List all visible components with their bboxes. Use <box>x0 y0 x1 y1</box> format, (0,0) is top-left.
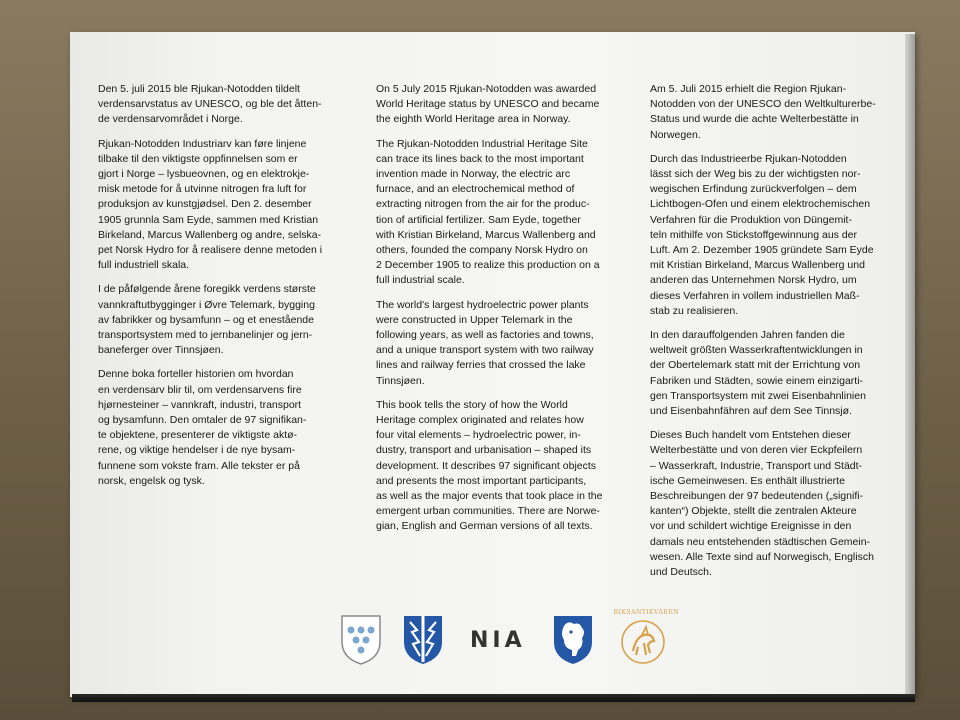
english-paragraph-4: This book tells the story of how the World Heritage complex originated and relates how four vital elements – hydroelectric power, in- dustry, transport and urbanisation – shaped its development. It describes 97 significant objects and presents the most important participants, as well as the major events that took place in the emergent urban communities. There are Norwe- gian, English and German versions of all texts. <box>376 398 603 533</box>
german-paragraph-3: In den darauffolgenden Jahren fanden die weltweit größten Wasserkraftentwicklungen in der Obertelemark statt mit der Errichtung von Fabriken und Städten, sowie einem einzigarti- gen Transportsystem mit zwei Eisenbahnlinien und Eisenbahnfähren auf dem See Tinnsjø. <box>650 329 866 418</box>
telemark-coat-of-arms-icon <box>552 614 594 666</box>
riksantikvaren-wordmark: RIKSANTIKVAREN <box>613 609 679 616</box>
norwegian-paragraph-1: Den 5. juli 2015 ble Rjukan-Notodden tildelt verdensarvstatus av UNESCO, og ble det åtten- de verdensarvområdet i Norge. <box>98 83 322 126</box>
book-spine-edge <box>905 34 915 694</box>
norwegian-paragraph-4: Denne boka forteller historien om hvordan en verdensarv blir til, om verdensarvens fire hjørnesteiner – vannkraft, industri, transport og bysamfunn. Den omtaler de 97 signifikan- te objektene, presenterer de viktigste aktø- rene, og viktige hendelser i de nye bysam- funnene som vokste fram. Alle tekster er på norsk, engelsk og tysk. <box>98 368 307 487</box>
english-text-column <box>376 82 626 544</box>
english-paragraph-1: On 5 July 2015 Rjukan-Notodden was awarded World Heritage status by UNESCO and became the eighth World Heritage area in Norway. <box>376 83 600 126</box>
norwegian-paragraph-3: I de påfølgende årene foregikk verdens største vannkraftutbygginger i Øvre Telemark, bygging av fabrikker og bysamfunn – og et enestående transportsystem med to jernbanelinjer og jern- baneferger over Tinnsjøen. <box>98 283 316 357</box>
german-paragraph-1: Am 5. Juli 2015 erhielt die Region Rjukan- Notodden von der UNESCO den Weltkulturerbe- Status und wurde die achte Welterbestätte in Norwegen. <box>650 83 876 141</box>
german-text-column <box>650 82 900 589</box>
sponsor-logos <box>340 609 679 670</box>
german-paragraph-4: Dieses Buch handelt vom Entstehen dieser Welterbestätte und von deren vier Eckpfeilern – Wasserkraft, Industrie, Transport und Städt- ische Gemeinwesen. Es enthält illustrierte Beschreibungen der 97 bedeutenden („signifi- kanten“) Objekte, stellt die zentralen Akteure vor und schildert wichtige Ereignisse in den damals neu entstehenden städtischen Gemein- wesen. Alle Texte sind auf Norwegisch, Englisch und Deutsch. <box>650 429 874 579</box>
english-paragraph-3: The world's largest hydroelectric power plants were constructed in Upper Telemark in the following years, as well as factories and towns, and a unique transport system with two railway lines and railway ferries that crossed the lake Tinnsjøen. <box>376 298 594 387</box>
book-back-cover <box>70 32 915 697</box>
english-paragraph-2: The Rjukan-Notodden Industrial Heritage Site can trace its lines back to the most important invention made in Norway, the electric arc furnace, and an electrochemical method of extracting nitrogen from the air for the produc- tion of artificial fertilizer. Sam Eyde, together with Kristian Birkeland, Marcus Wallenberg and others, founded the company Norsk Hydro on 2 December 1905 to realize this production on a full industrial scale. <box>376 137 600 287</box>
notodden-coat-of-arms-icon <box>402 614 444 666</box>
tinn-coat-of-arms-icon <box>340 614 382 666</box>
norwegian-paragraph-2: Rjukan-Notodden Industriarv kan føre linjene tilbake til den viktigste oppfinnelsen som er gjort i Norge – lysbueovnen, og en elektrokje- misk metode for å utvinne nitrogen fra luft for produksjon av kunstgjødsel. Den 2. desember 1905 grunnla Sam Eyde, sammen med Kristian Birkeland, Marcus Wallenberg og andre, selska- pet Norsk Hydro for å realisere denne metoden i full industriell skala. <box>98 137 323 272</box>
riksantikvaren-logo <box>613 609 679 669</box>
book-bottom-edge <box>72 694 915 702</box>
german-paragraph-2: Durch das Industrieerbe Rjukan-Notodden lässt sich der Weg bis zu der wichtigsten nor- wegischen Erfindung zurückverfolgen – dem Lichtbogen-Ofen und einem elektrochemischen Verfahren für die Produktion von Düngemit- teln mithilfe von Stickstoffgewinnung aus der Luft. Am 2. Dezember 1905 gründete Sam Eyde mit Kristian Birkeland, Marcus Wallenberg und anderen das Unternehmen Norsk Hydro, um dieses Verfahren in vollem industriellen Maß- stab zu realisieren. <box>650 152 874 317</box>
riksantikvaren-seal-icon <box>613 609 679 669</box>
norwegian-text-column <box>98 82 348 498</box>
nia-logo: NIA <box>470 627 526 653</box>
